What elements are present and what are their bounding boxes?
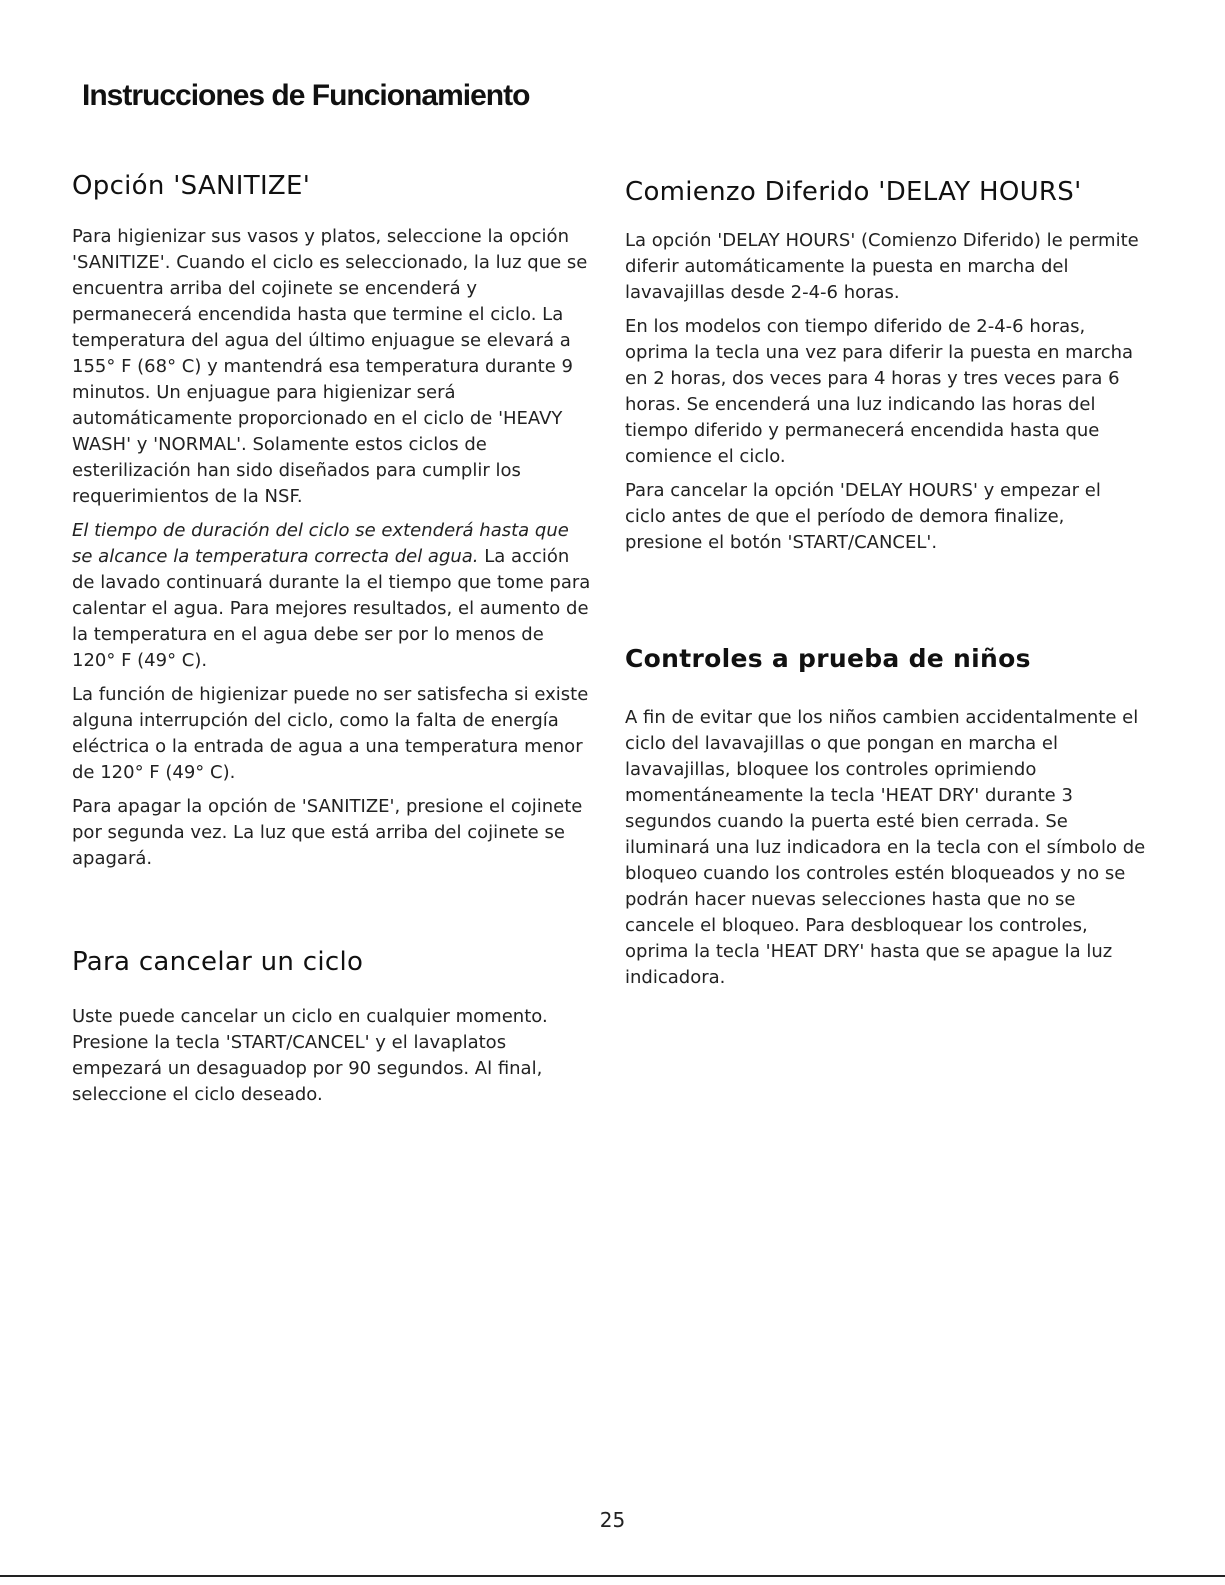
sanitize-paragraph-1: Para higienizar sus vasos y platos, seleccione la opción 'SANITIZE'. Cuando el ciclo es seleccionado, la luz que se encuentra arriba del cojinete se encenderá y permanecerá encendida hasta que termine el ciclo. La temperatura del agua del último enjuague se elevará a 155° F (68° C) y mantendrá esa temperatura durante 9 minutos. Un enjuague para higienizar será automáticamente proporcionado en el ciclo de 'HEAVY WASH' y 'NORMAL'. Solamente estos ciclos de esterilización han sido diseñados para cumplir los requerimientos de la NSF. — [72, 226, 588, 507]
delay-hours-heading: Comienzo Diferido 'DELAY HOURS' — [625, 177, 1082, 207]
cancel-cycle-section — [72, 946, 592, 1116]
sanitize-paragraph-2 — [72, 518, 592, 674]
bottom-divider — [0, 1575, 1225, 1577]
sanitize-heading: Opción 'SANITIZE' — [72, 171, 311, 201]
delay-hours-paragraph-3: Para cancelar la opción 'DELAY HOURS' y empezar el ciclo antes de que el período de demora finalize, presione el botón 'START/CANCEL'. — [625, 480, 1101, 553]
sanitize-paragraph-2-rest: La acción de lavado continuará durante la el tiempo que tome para calentar el agua. Para mejores resultados, el aumento de la temperatura en el agua debe ser por lo menos de 120° F (49° C). — [72, 546, 591, 671]
delay-hours-paragraph-2: En los modelos con tiempo diferido de 2-4-6 horas, oprima la tecla una vez para diferir la puesta en marcha en 2 horas, dos veces para 4 horas y tres veces para 6 horas. Se encenderá una luz indicando las horas del tiempo diferido y permanecerá encendida hasta que comience el ciclo. — [625, 316, 1134, 467]
sanitize-paragraph-4: Para apagar la opción de 'SANITIZE', presione el cojinete por segunda vez. La luz que está arriba del cojinete se apagará. — [72, 796, 583, 869]
page-title: Instrucciones de Funcionamiento — [82, 79, 530, 112]
cancel-cycle-paragraph: Uste puede cancelar un ciclo en cualquier momento. Presione la tecla 'START/CANCEL' y el lavaplatos empezará un desaguadop por 90 segundos. Al final, seleccione el ciclo deseado. — [72, 1006, 548, 1105]
cancel-cycle-heading: Para cancelar un ciclo — [72, 947, 364, 977]
child-lock-heading: Controles a prueba de niños — [625, 644, 1031, 673]
sanitize-section — [72, 170, 592, 880]
page-number: 25 — [599, 1508, 626, 1532]
sanitize-paragraph-3: La función de higienizar puede no ser satisfecha si existe alguna interrupción del ciclo, como la falta de energía eléctrica o la entrada de agua a una temperatura menor de 120° F (49° C). — [72, 684, 589, 783]
delay-hours-paragraph-1: La opción 'DELAY HOURS' (Comienzo Diferido) le permite diferir automáticamente la puesta en marcha del lavavajillas desde 2-4-6 horas. — [625, 230, 1139, 303]
delay-hours-section — [625, 176, 1145, 564]
child-lock-paragraph: A fin de evitar que los niños cambien accidentalmente el ciclo del lavavajillas o que pongan en marcha el lavavajillas, bloquee los controles oprimiendo momentáneamente la tecla 'HEAT DRY' durante 3 segundos cuando la puerta esté bien cerrada. Se iluminará una luz indicadora en la tecla con el símbolo de bloqueo cuando los controles estén bloqueados y no se podrán hacer nuevas selecciones hasta que no se cancele el bloqueo. Para desbloquear los controles, oprima la tecla 'HEAT DRY' hasta que se apague la luz indicadora. — [625, 707, 1146, 988]
child-lock-section — [625, 643, 1150, 999]
sanitize-italic-note: El tiempo de duración del ciclo se extenderá hasta que se alcance la temperatura correcta del agua. — [72, 520, 569, 567]
